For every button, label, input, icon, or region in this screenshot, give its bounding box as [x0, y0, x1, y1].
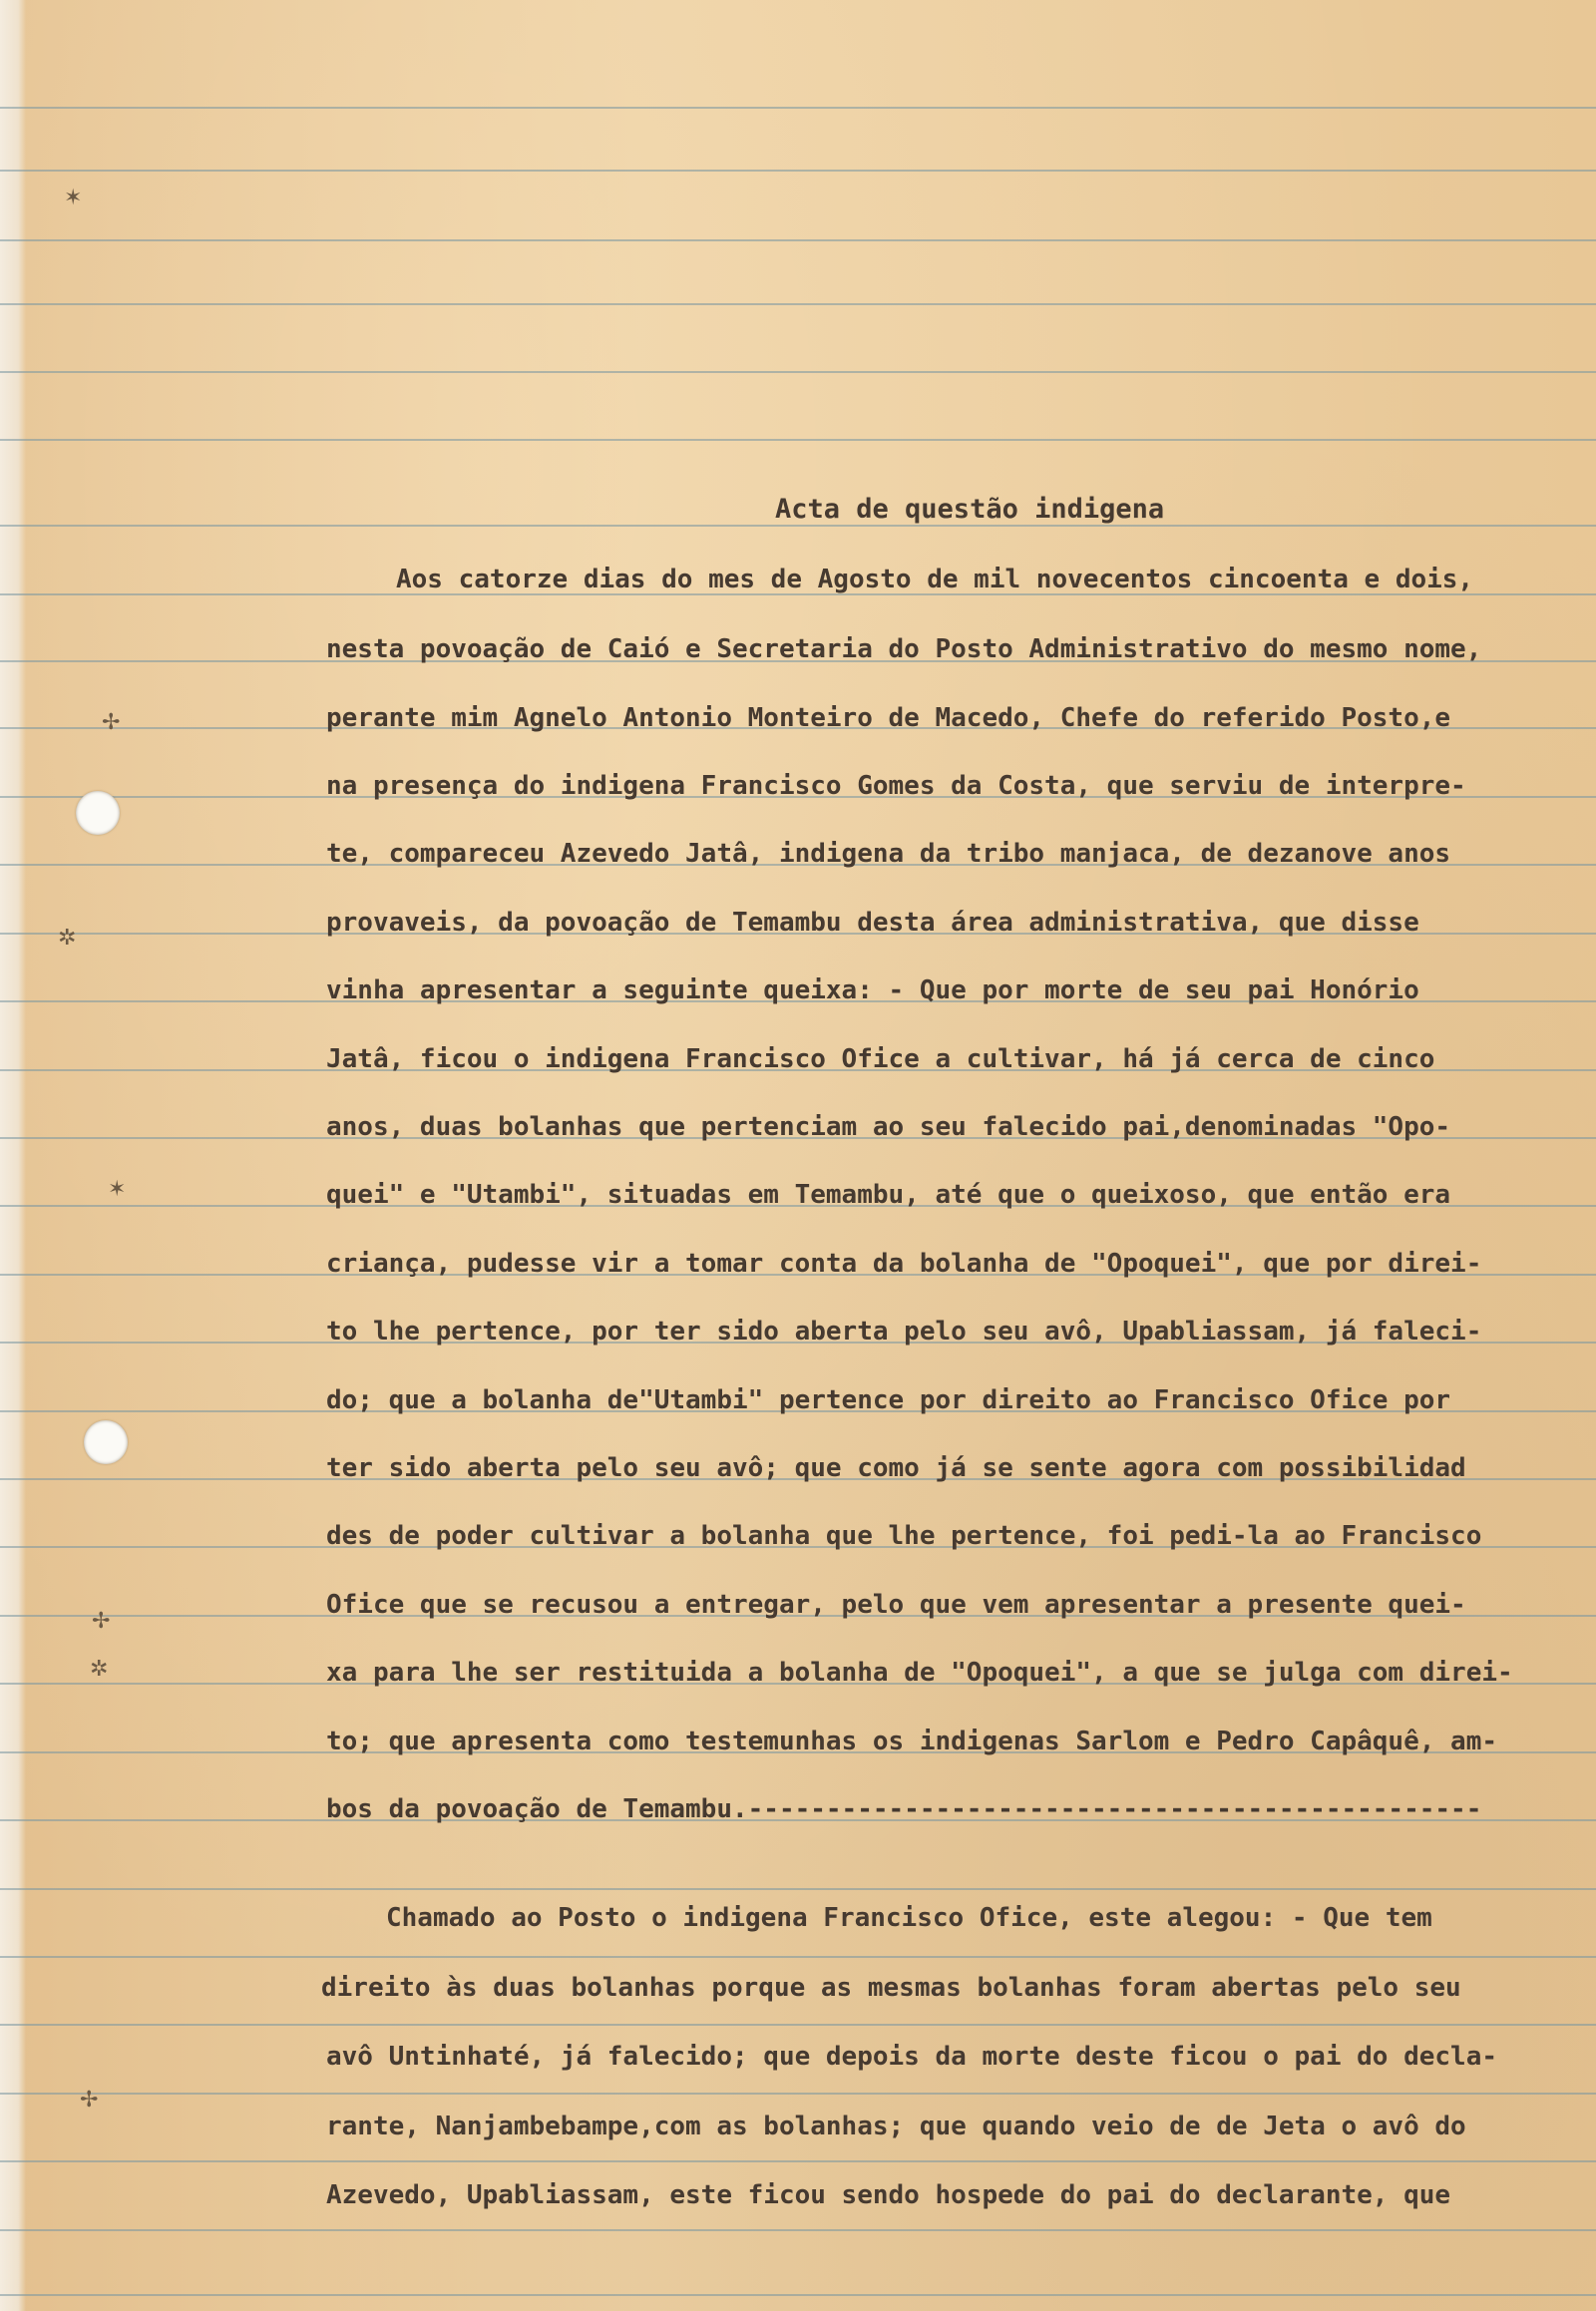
- paper-speck: ✶: [64, 186, 83, 210]
- ruled-line: [0, 525, 1596, 527]
- ruled-line: [0, 170, 1596, 172]
- text-line: to lhe pertence, por ter sido aberta pelo seu avô, Upabliassam, já faleci-: [326, 1317, 1482, 1347]
- text-line: to; que apresenta como testemunhas os indigenas Sarlom e Pedro Capâquê, am-: [326, 1727, 1497, 1756]
- paper-edge: [0, 0, 26, 2311]
- ruled-line: [0, 1956, 1596, 1958]
- text-line: na presença do indigena Francisco Gomes da Costa, que serviu de interpre-: [326, 771, 1466, 801]
- document-title: Acta de questão indigena: [775, 494, 1165, 525]
- text-line: perante mim Agnelo Antonio Monteiro de Macedo, Chefe do referido Posto,e: [326, 703, 1451, 733]
- paper-speck: ✢: [92, 1609, 111, 1634]
- ruled-line: [0, 2294, 1596, 2296]
- ruled-line: [0, 239, 1596, 241]
- text-line: criança, pudesse vir a tomar conta da bolanha de "Opoquei", que por direi-: [326, 1249, 1482, 1279]
- punch-hole: [84, 1420, 128, 1464]
- text-line: des de poder cultivar a bolanha que lhe pertence, foi pedi-la ao Francisco: [326, 1521, 1482, 1551]
- text-line: vinha apresentar a seguinte queixa: - Que por morte de seu pai Honório: [326, 975, 1419, 1005]
- ruled-line: [0, 371, 1596, 373]
- ruled-line: [0, 2093, 1596, 2095]
- ruled-line: [0, 107, 1596, 109]
- text-line: Jatâ, ficou o indigena Francisco Ofice a cultivar, há já cerca de cinco: [326, 1044, 1435, 1074]
- text-line: quei" e "Utambi", situadas em Temambu, até que o queixoso, que então era: [326, 1180, 1451, 1210]
- ruled-line: [0, 2024, 1596, 2026]
- text-line: Aos catorze dias do mes de Agosto de mil novecentos cincoenta e dois,: [396, 565, 1474, 594]
- text-line: avô Untinhaté, já falecido; que depois da morte deste ficou o pai do decla-: [326, 2042, 1497, 2072]
- paper-speck: ✢: [102, 710, 121, 735]
- ruled-line: [0, 439, 1596, 441]
- text-line: Ofice que se recusou a entregar, pelo que vem apresentar a presente quei-: [326, 1590, 1466, 1620]
- text-line: Azevedo, Upabliassam, este ficou sendo hospede do pai do declarante, que: [326, 2180, 1451, 2210]
- text-line: do; que a bolanha de"Utambi" pertence por direito ao Francisco Ofice por: [326, 1385, 1451, 1415]
- text-line: rante, Nanjambebampe,com as bolanhas; que quando veio de de Jeta o avô do: [326, 2112, 1466, 2141]
- text-line: bos da povoação de Temambu.-----------------------------------------------: [326, 1794, 1482, 1824]
- paper-speck: ✶: [108, 1177, 127, 1202]
- text-line: ter sido aberta pelo seu avô; que como já se sente agora com possibilidad: [326, 1453, 1466, 1483]
- ruled-line: [0, 2229, 1596, 2231]
- ruled-line: [0, 1888, 1596, 1890]
- text-line: te, compareceu Azevedo Jatâ, indigena da tribo manjaca, de dezanove anos: [326, 839, 1451, 869]
- paper-speck: ✲: [58, 926, 77, 951]
- text-line: nesta povoação de Caió e Secretaria do Posto Administrativo do mesmo nome,: [326, 634, 1482, 664]
- ruled-line: [0, 2160, 1596, 2162]
- text-line: provaveis, da povoação de Temambu desta área administrativa, que disse: [326, 908, 1419, 938]
- punch-hole: [76, 791, 120, 835]
- paper-speck: ✢: [80, 2088, 99, 2113]
- text-line: anos, duas bolanhas que pertenciam ao seu falecido pai,denominadas "Opo-: [326, 1112, 1451, 1142]
- text-line: xa para lhe ser restituida a bolanha de "Opoquei", a que se julga com direi-: [326, 1658, 1513, 1688]
- ruled-line: [0, 303, 1596, 305]
- paper-speck: ✲: [90, 1657, 109, 1682]
- text-line: direito às duas bolanhas porque as mesmas bolanhas foram abertas pelo seu: [321, 1973, 1461, 2003]
- text-line: Chamado ao Posto o indigena Francisco Ofice, este alegou: - Que tem: [386, 1903, 1432, 1933]
